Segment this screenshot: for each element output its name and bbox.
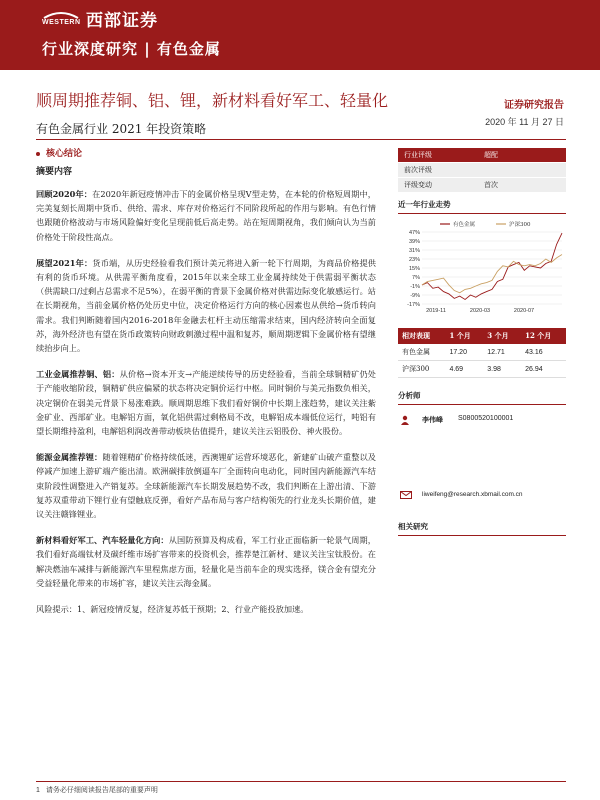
paragraph-lead: 回顾2020年： [36,189,93,199]
header-band [0,0,600,70]
person-icon [400,415,410,425]
y-tick-label: 15% [408,266,420,272]
x-tick-label: 2020-03 [469,308,491,314]
rating-box [398,148,566,193]
summary-paragraph [36,367,376,438]
table-row [398,344,566,361]
rating-label: 行业评级 [404,151,432,159]
analyst-name: 李伟峰 [422,415,443,424]
x-tick-label: 2019-11 [426,308,446,314]
summary-paragraph [36,187,376,244]
summary-paragraph [36,256,376,355]
footer [36,785,158,795]
paragraph-lead: 工业金属推荐铜、铝： [36,369,120,380]
y-tick-label: -17% [407,302,420,308]
y-tick-label: 7% [412,275,420,281]
legend-label: 有色金属 [453,222,476,228]
logo-cn: 西部证券 [86,11,158,31]
table-row [398,361,566,378]
cell-1m: 17.20 [445,344,483,361]
prev-rating-value [484,163,566,177]
rating-row [398,178,566,193]
footer-divider [36,781,566,782]
table-header-row [398,328,566,344]
paragraph-text: 从价格→资本开支→产能逆续传导的历史经验看，当前全球铜精矿仍处于产能收缩阶段，铜精矿供应偏紧的状态将决定铜价运行中枢。同时铜价与美元指数负相关，决定铜价在弱美元背景下易涨难跌。顺周期思维下我们看好铜价中长期上涨趋势，建议关注紫金矿业、西部矿业。电解铝方面，氧化铝供需过剩格局不改，电解铝成本端低位运行，吨铝有望长期维持盈利，电解铝利润改善带动板块估值提升，建议关注云铝股份、神火股份。 [36,369,376,437]
legend-label: 沪深300 [509,222,531,228]
y-tick-label: 31% [408,248,420,254]
report-date: 2020 年 11 月 27 日 [485,117,564,127]
summary-column [36,164,376,628]
mail-icon [400,491,412,499]
prev-rating-label: 前次评级 [404,166,432,174]
y-tick-label: 23% [408,257,420,263]
report-title: 顺周期推荐铜、铝、锂，新材料看好军工、轻量化 [36,91,389,110]
cell-12m: 26.94 [521,361,566,378]
summary-paragraph [36,450,376,521]
header-cell: 1 个月 [445,328,483,344]
trend-title: 近一年行业走势 [398,199,566,214]
paragraph-lead: 展望2021年： [36,257,93,268]
core-conclusion-text: 核心结论 [46,149,83,159]
paragraph-text: 随着锂精矿价格持续低迷，西澳锂矿运营环境恶化，新建矿山破产重整以及停减产加速上游矿端产能出清。欧洲碳排放倒逼车厂全面转向电动化，同时国内新能源汽车结束阶段性调整进入产销复苏。全球新能源汽车长期发展趋势不改，我们判断在上游出清、下游复苏双重带动下锂行业有望触底反弹，看好产品布局与客户结构领先的行业龙头长期价值，建议关注赣锋锂业。 [36,452,376,520]
cell-3m: 3.98 [483,361,521,378]
analyst-section-title: 分析师 [398,390,566,405]
row-label: 有色金属 [398,344,445,361]
series-line-0 [422,233,562,299]
x-tick-label: 2020-07 [513,308,535,314]
header-cell: 相对表现 [398,328,445,344]
cell-12m: 43.16 [521,344,566,361]
header-cell: 3 个月 [483,328,521,344]
header-title: 行业深度研究 | 有色金属 [42,40,221,58]
report-type: 证券研究报告 [504,100,564,111]
sidebar-column [398,148,566,536]
summary-title: 摘要内容 [36,167,73,177]
footer-note: 请务必仔细阅读报告尾部的重要声明 [45,786,158,794]
paragraph-text: 从国防预算及构成看，军工行业正面临新一轮景气周期，我们看好高端钛材及碳纤维市场扩容带来的投资机会，推荐楚江新材、建议关注宝钛股份。在解决燃油车减排与新能源汽车里程焦虑方面，轻量化是当前车企的现实选择，镁合金有望充分受益轻量化带来的市场扩容，建议关注云海金属。 [36,535,376,588]
cell-3m: 12.71 [483,344,521,361]
analyst-email[interactable]: liweifeng@research.xbmail.com.cn [422,491,523,498]
logo-en: WESTERN [42,19,81,26]
title-divider [36,139,566,140]
analyst-card [398,413,566,509]
bullet-icon [36,152,40,156]
y-tick-label: -9% [410,293,420,299]
paragraph-lead: 能源金属推荐锂： [36,452,103,463]
related-research-title: 相关研究 [398,521,566,536]
rating-row [398,163,566,178]
series-line-1 [422,255,562,293]
cell-1m: 4.69 [445,361,483,378]
y-tick-label: 47% [408,230,420,236]
trend-chart [398,218,566,318]
page-number: 1 [36,787,40,794]
report-subtitle: 有色金属行业 2021 年投资策略 [36,122,207,136]
performance-table [398,328,566,378]
row-label: 沪深300 [398,361,445,378]
risk-warning: 风险提示：1、新冠疫情反复，经济复苏低于预期；2、行业产能投放加速。 [36,604,309,615]
paragraph-lead: 新材料看好军工、汽车轻量化方向： [36,535,169,546]
rating-row [398,148,566,163]
core-conclusion-label [36,146,82,159]
rating-change-label: 评级变动 [404,181,432,189]
paragraph-text: 货币端，从历史经验看我们预计美元将进入新一轮下行周期，为商品价格提供有利的货币环境。从供需平衡角度看，2015年以来全球工业金属持续处于供需弱平衡状态（供需缺口/过剩占总需求不足5%），在弱平衡的背景下金属价格对供需边际变化敏感运行。站在长期视角，当前金属价格仍处历史中位，决定价格运行方向的核心因素也从供给→货币转向需求。我们判断随着国内2016-2018年金融去杠杆主动压缩需求结束，国内经济转向全面复苏，海外经济也有望在货币政策转向财政刺激过程中温和复苏，顺周期逻辑下金属价格有望继续抬步向上。 [36,257,376,354]
header-cell: 12 个月 [521,328,566,344]
summary-paragraph [36,533,376,590]
rating-change-value: 首次 [484,181,498,189]
paragraph-text: 在2020年新冠疫情冲击下的金属价格呈现V型走势，在本轮的价格短周期中，完美复刻长周期中货币、供给、需求、库存对价格运行不同阶段所起的作用与影响。有色行情也跟随价格波动与市场风险偏好变化呈现前低后高走势。站在短周期视角，我们倾向认为当前价格处于阶段性高点。 [36,189,376,242]
y-tick-label: 39% [408,239,420,245]
analyst-cert-number: S0800520100001 [458,415,514,422]
rating-value: 超配 [484,151,498,159]
y-tick-label: -1% [410,284,420,290]
